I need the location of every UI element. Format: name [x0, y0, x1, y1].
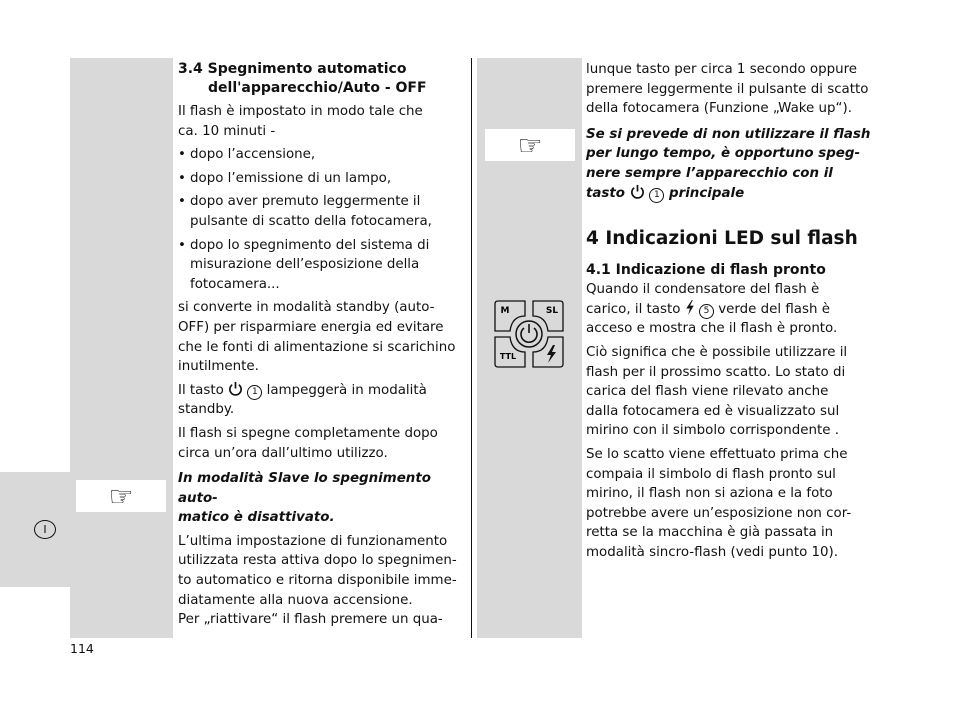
list-item: • dopo lo spegnimento del sistema di misurazione dell’esposizione della fotocamera...: [178, 236, 468, 295]
tasto-paragraph: Il tasto 1 lampeggerà in modalità standby.: [178, 382, 427, 418]
column-divider: [471, 58, 472, 638]
wake-up-paragraph: lunque tasto per circa 1 secondo oppure premere leggermente il pulsante di scatto della fotocamera (Funzione „Wake up“).: [586, 62, 869, 117]
language-marker: I: [34, 520, 56, 539]
key-number-1: 1: [247, 385, 262, 400]
keypad-label-m: M: [500, 306, 510, 316]
flash-bolt-icon: [547, 345, 556, 363]
page-number: 114: [70, 641, 94, 656]
left-text-column: [178, 60, 468, 630]
section-heading-3-4: 3.4 Spegnimento automatico dell'apparecchio/Auto - OFF: [178, 61, 427, 96]
pointing-hand-icon: ☞: [76, 480, 166, 512]
keypad-label-ttl: TTL: [499, 352, 517, 361]
section-heading-4: 4 Indicazioni LED sul flash: [586, 228, 858, 250]
standby-paragraph: si converte in modalità standby (auto- OFF) per risparmiare energia ed evitare che le fonti di alimentazione si scarichino inutilmente.: [178, 300, 456, 375]
flash-bolt-icon: [685, 300, 695, 315]
right-text-column: [586, 60, 876, 562]
last-setting-paragraph: L’ultima impostazione di funzionamento utilizzata resta attiva dopo lo spegnimen- to automatico e ritorna disponibile imme- diatamente alla nuova accensione. Per „riattivare“ il flash premere un qua-: [178, 533, 457, 628]
key-number-5: 5: [699, 304, 714, 319]
flash-ready-paragraph: Quando il condensatore del flash è carico, il tasto 5 verde del flash è acceso e mostra che il flash è pronto.: [586, 282, 838, 337]
keypad-label-sl: SL: [545, 306, 559, 316]
power-icon: [630, 184, 645, 199]
slave-note: In modalità Slave lo spegnimento auto- matico è disattivato.: [178, 471, 431, 526]
early-shot-paragraph: Se lo scatto viene effettuato prima che compaia il simbolo di flash pronto sul mirino, il flash non si aziona e la foto potrebbe avere un’esposizione non cor- retta se la macchina è già passata in modalità sincro-flash (vedi punto 10).: [586, 446, 852, 560]
list-item: • dopo l’emissione di un lampo,: [178, 169, 468, 189]
charge-paragraph: Ciò significa che è possibile utilizzare il flash per il prossimo scatto. Lo stato di carica del flash viene rilevato anche dalla fotocamera ed è visualizzato sul mirino con il simbolo corrispondente .: [586, 344, 848, 439]
key-number-1: 1: [649, 188, 664, 203]
list-item: • dopo l’accensione,: [178, 145, 468, 165]
intro-paragraph: Il flash è impostato in modo tale che ca. 10 minuti -: [178, 104, 423, 139]
off-hour-paragraph: Il flash si spegne completamente dopo circa un’ora dall’ultimo utilizzo.: [178, 425, 438, 461]
list-item: • dopo aver premuto leggermente il pulsante di scatto della fotocamera,: [178, 192, 468, 231]
left-margin-column: [70, 58, 173, 638]
keypad-illustration: [492, 298, 566, 370]
section-heading-4-1: 4.1 Indicazione di flash pronto: [586, 262, 826, 279]
pointing-hand-icon: ☞: [485, 129, 575, 161]
power-off-note: Se si prevede di non utilizzare il flash per lungo tempo, è opportuno speg- nere sempre l’apparecchio con il tasto 1 principale: [586, 126, 871, 201]
power-icon: [228, 381, 243, 396]
